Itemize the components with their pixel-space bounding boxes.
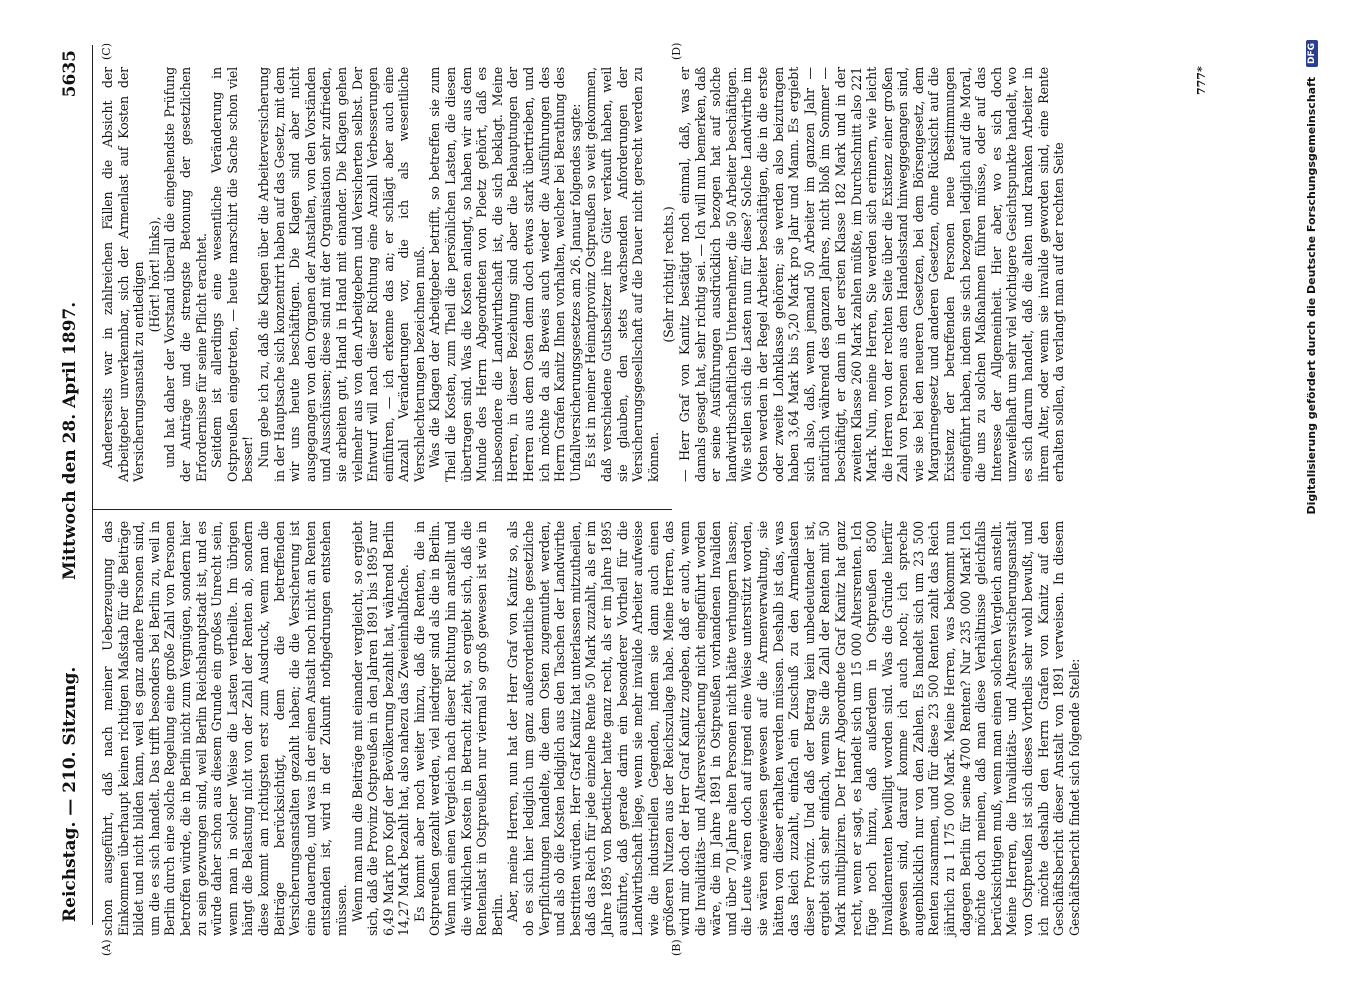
interjection: (Hört! hört! links), xyxy=(146,216,162,333)
paragraph: Aber, meine Herren, nun hat der Herr Graf von Kanitz so, als ob es sich hier lediglich um ganz außerordentliche gesetzliche Verpflichtungen handelte, die dem Osten zugemuthet werden, und als ob die Kosten lediglich aus den Taschen der Landwirthe bestritten würden. Herr Graf Kanitz hat unterlassen mitzutheilen, daß das Reich für jede einzelne Rente 50 Mark zuzahlt, als er im Jahre 1895 von Boetticher hatte ganz recht, als er im Jahre 1895 ausführte, daß gerade darin ein besonderer Vortheil für die Landwirthschaft liege, wenn sie mehr invalide Arbeiter aufweise wie die industriellen Gegenden, indem sie dann auch einen größeren Nutzen aus der Reichszulage habe. Meine Herren, das wird mir doch der Herr Graf Kanitz zugeben, daß er auch, wenn die Invaliditäts- und Altersversicherung nicht eingeführt worden wäre, die im Jahre 1891 in Ostpreußen vorhandenen Invaliden und über 70 Jahre alten Personen nicht hätte verhungern lassen; die Leute wären doch auf irgend eine Weise unterstützt worden, sie wären angewiesen gewesen auf die Armenverwaltung, sie hätten von dieser erhalten werden müssen. Deshalb ist das, was das Reich zuzahlt, einfach ein Zuschuß zu den Armenlasten dieser Provinz. Und daß der Betrag kein unbedeutender ist, ergiebt sich sehr einfach, wenn Sie die Zahl der Renten mit 50 Mark multipliziren. Der Herr Abgeordnete Graf Kanitz hat ganz recht, wenn er sagt, es handelt sich um 15 000 Altersrenten. Ich füge noch hinzu, daß außerdem in Ostpreußen 8500 Invalidenrenten bewilligt worden sind. Was die Gründe hierfür gewesen sind, darauf komme ich auch noch; ich spreche augenblicklich nur von den Zahlen. Es handelt sich um 23 500 Renten zusammen, und für diese 23 500 Renten zahlt das Reich jährlich zu 1 175 000 Mark. Meine Herren, was bekommt nun dagegen Berlin für seine 4700 Renten? Nur 235 000 Mark! Ich möchte doch meinen, daß man diese Verhältnisse gleichfalls berücksichtigen muß, wenn man einen solchen Vergleich anstellt. Meine Herren, die Invaliditäts- und Altersversicherungsanstalt von Ostpreußen ist sich dieses Vortheils sehr wohl bewußt, und ich möchte deshalb den Herrn Grafen von Kanitz auf den Geschäftsbericht dieser Anstalt von 1891 verweisen. In diesem Geschäftsbericht findet sich folgende Stelle: xyxy=(505,521,1082,936)
left-text-column xyxy=(100,521,1082,936)
digitization-text: Digitalisierung gefördert durch die Deutsche Forschungsgemeinschaft xyxy=(1305,76,1318,515)
quote-paragraph: Es ist in meiner Heimatprovinz Ostpreußen so weit gekommen, daß verschiedene Gutsbesitzer ihre Güter verkauft haben, weil sie glauben, den stets wachsenden Anforderungen der Versicherungsgesellschaft auf die Dauer nicht gerecht werden zu können. xyxy=(583,67,661,482)
digitization-credit xyxy=(1305,40,1335,940)
paragraph: schon ausgeführt, daß nach meiner Ueberzeugung das Einkommen überhaupt keinen richtigen Maßstab für die Beiträge bildet und nicht bilden kann, weil es ganz andere Personen sind, um die es sich handelt. Das trifft besonders bei Berlin zu, weil in Berlin durch eine solche Regelung eine große Zahl von Personen betroffen würde, die in Berlin nicht zum Vergnügen, sondern hier zu sein gezwungen sind, weil Berlin Reichshauptstadt ist, und es würde daher schon aus diesem Grunde ein großes Unrecht sein, wenn man in solcher Weise die Lasten vertheilte. Im übrigen hängt die Belastung nicht von der Zahl der Renten ab, sondern diese kommt am richtigsten erst zum Ausdruck, wenn man die Beiträge berücksichtigt, denn die betreffenden Versicherungsanstalten gezahlt haben; die die Versicherung ist eine dauernde, und was in der einen Anstalt noch nicht an Renten entstanden ist, wird in der Zukunft nothgedrungen entstehen müssen. xyxy=(100,521,349,936)
column-divider xyxy=(92,509,672,510)
margin-label-a: (A) xyxy=(100,939,113,956)
margin-label-c: (C) xyxy=(100,43,113,60)
header-date: Mittwoch den 28. April 1897. xyxy=(60,301,80,580)
page-header xyxy=(60,50,90,940)
paragraph: Nun gebe ich zu, daß die Klagen über die Arbeiterversicherung in der Hauptsache sich konzentrirt haben auf das Gesetz, mit dem wir uns heute beschäftigen. Die Klagen sind aber nicht ausgegangen von den Organen der Anstalten, von den Vorständen und Ausschüssen; diese sind mit der Organisation sehr zufrieden, sie arbeiten gut, Hand in Hand mit einander. Die Klagen gehen vielmehr aus von den Arbeitgebern und Versicherten selbst. Der Entwurf will nach dieser Richtung eine Anzahl Verbesserungen einführen, — ich erkenne das an; er schlägt aber auch eine Anzahl Veränderungen vor, die ich als wesentliche Verschlechterungen bezeichnen muß. xyxy=(255,67,427,482)
right-text-column xyxy=(100,67,1067,482)
page-number: 5635 xyxy=(60,50,80,98)
paragraph: Wenn man nun die Beiträge mit einander vergleicht, so ergiebt sich, daß die Provinz Ostpreußen in den Jahren 1891 bis 1895 nur 6,49 Mark pro Kopf der Bevölkerung bezahlt hat, während Berlin 14,27 Mark bezahlt hat, also nahezu das Zweieinhalbfache. xyxy=(349,521,412,936)
paragraph: Es kommt aber noch weiter hinzu, daß die Renten, die in Ostpreußen gezahlt werden, viel niedriger sind als die in Berlin. Wenn man einen Vergleich nach dieser Richtung hin anstellt und die wirklichen Kosten in Betracht zieht, so ergiebt sich, daß die Rentenlast in Ostpreußen nur viermal so groß gewesen ist wie in Berlin. xyxy=(411,521,505,936)
signature-mark: 777* xyxy=(1195,66,1208,95)
header-rule xyxy=(92,45,93,925)
quote-paragraph: Andererseits war in zahlreichen Fällen die Absicht der Arbeitgeber unverkennbar, sich der Armenlast auf Kosten der Versicherungsanstalt zu entledigen xyxy=(100,67,147,482)
interjection: (Sehr richtig! rechts.) xyxy=(661,206,677,343)
paragraph: Seitdem ist allerdings eine wesentliche Veränderung in Ostpreußen eingetreten, — heute marschirt die Sache schon viel besser! xyxy=(209,67,256,482)
margin-label-d: (D) xyxy=(670,42,683,60)
paragraph: Was die Klagen der Arbeitgeber betrifft, so betreffen sie zum Theil die Kosten, zum Theil die persönlichen Lasten, die diesen übertragen sind. Was die Kosten anlangt, so haben wir aus dem Munde des Herrn Abgeordneten von Ploetz gehört, daß es insbesondere die Landwirthschaft ist, die sich beklagt. Meine Herren, in dieser Beziehung sind aber die Behauptungen der Herren aus dem Osten denn doch etwas stark übertrieben, und ich möchte da als Beweis auch wieder die Ausführungen des Herrn Grafen Kanitz Ihnen vorhalten, welcher bei Berathung des Unfallversicherungsgesetzes am 26. Januar folgendes sagte: xyxy=(427,67,583,482)
quote-paragraph: und hat daher der Vorstand überall die eingehendste Prüfung der Anträge und die strengste Betonung der gesetzlichen Erfordernisse für seine Pflicht erachtet. xyxy=(162,67,209,482)
margin-label-b: (B) xyxy=(670,939,683,956)
paragraph: — Herr Graf von Kanitz bestätigt noch einmal, daß, was er damals gesagt hat, sehr richtig sei. — Ich will nun bemerken, daß er seine Ausführungen ausdrücklich bezogen hat auf solche landwirthschaftlichen Unternehmer, die 50 Arbeiter beschäftigen. Wie stellen sich die Lasten nun für diese? Solche Landwirthe im Osten werden in der Regel Arbeiter beschäftigen, die in die erste oder zweite Lohnklasse gehören; sie werden also beizutragen haben 3,64 Mark bis 5,20 Mark pro Jahr und Mann. Es ergiebt sich also, daß, wenn jemand 50 Arbeiter im ganzen Jahr — natürlich während des ganzen Jahres, nicht bloß im Sommer — beschäftigt, er dann in der ersten Klasse 182 Mark und in der zweiten Klasse 260 Mark zahlen müßte, im Durchschnitt also 221 Mark. Nun, meine Herren, Sie werden sich erinnern, wie leicht die Herren von der rechten Seite über die Existenz einer großen Zahl von Personen aus dem Handelsstand hinweggegangen sind, wie sie bei den neueren Gesetzen, bei dem Börsengesetz, dem Margarinegesetz und anderen Gesetzen, ohne Rücksicht auf die Existenz der betreffenden Personen neue Bestimmungen eingeführt haben, indem sie sich bezogen lediglich auf die Moral, die uns zu solchen Maßnahmen führen müsse, oder auf das Interesse der Allgemeinheit. Hier aber, wo es sich doch unzweifelhaft um sehr viel wichtigere Gesichtspunkte handelt, wo es sich darum handelt, daß die alten und kranken Arbeiter in ihrem Alter, oder wenn sie invalide geworden sind, eine Rente erhalten sollen, da verlangt man auf der rechten Seite xyxy=(676,67,1067,482)
header-session-title: Reichstag. — 210. Sitzung. xyxy=(60,666,80,922)
dfg-logo: DFG xyxy=(1306,40,1318,67)
